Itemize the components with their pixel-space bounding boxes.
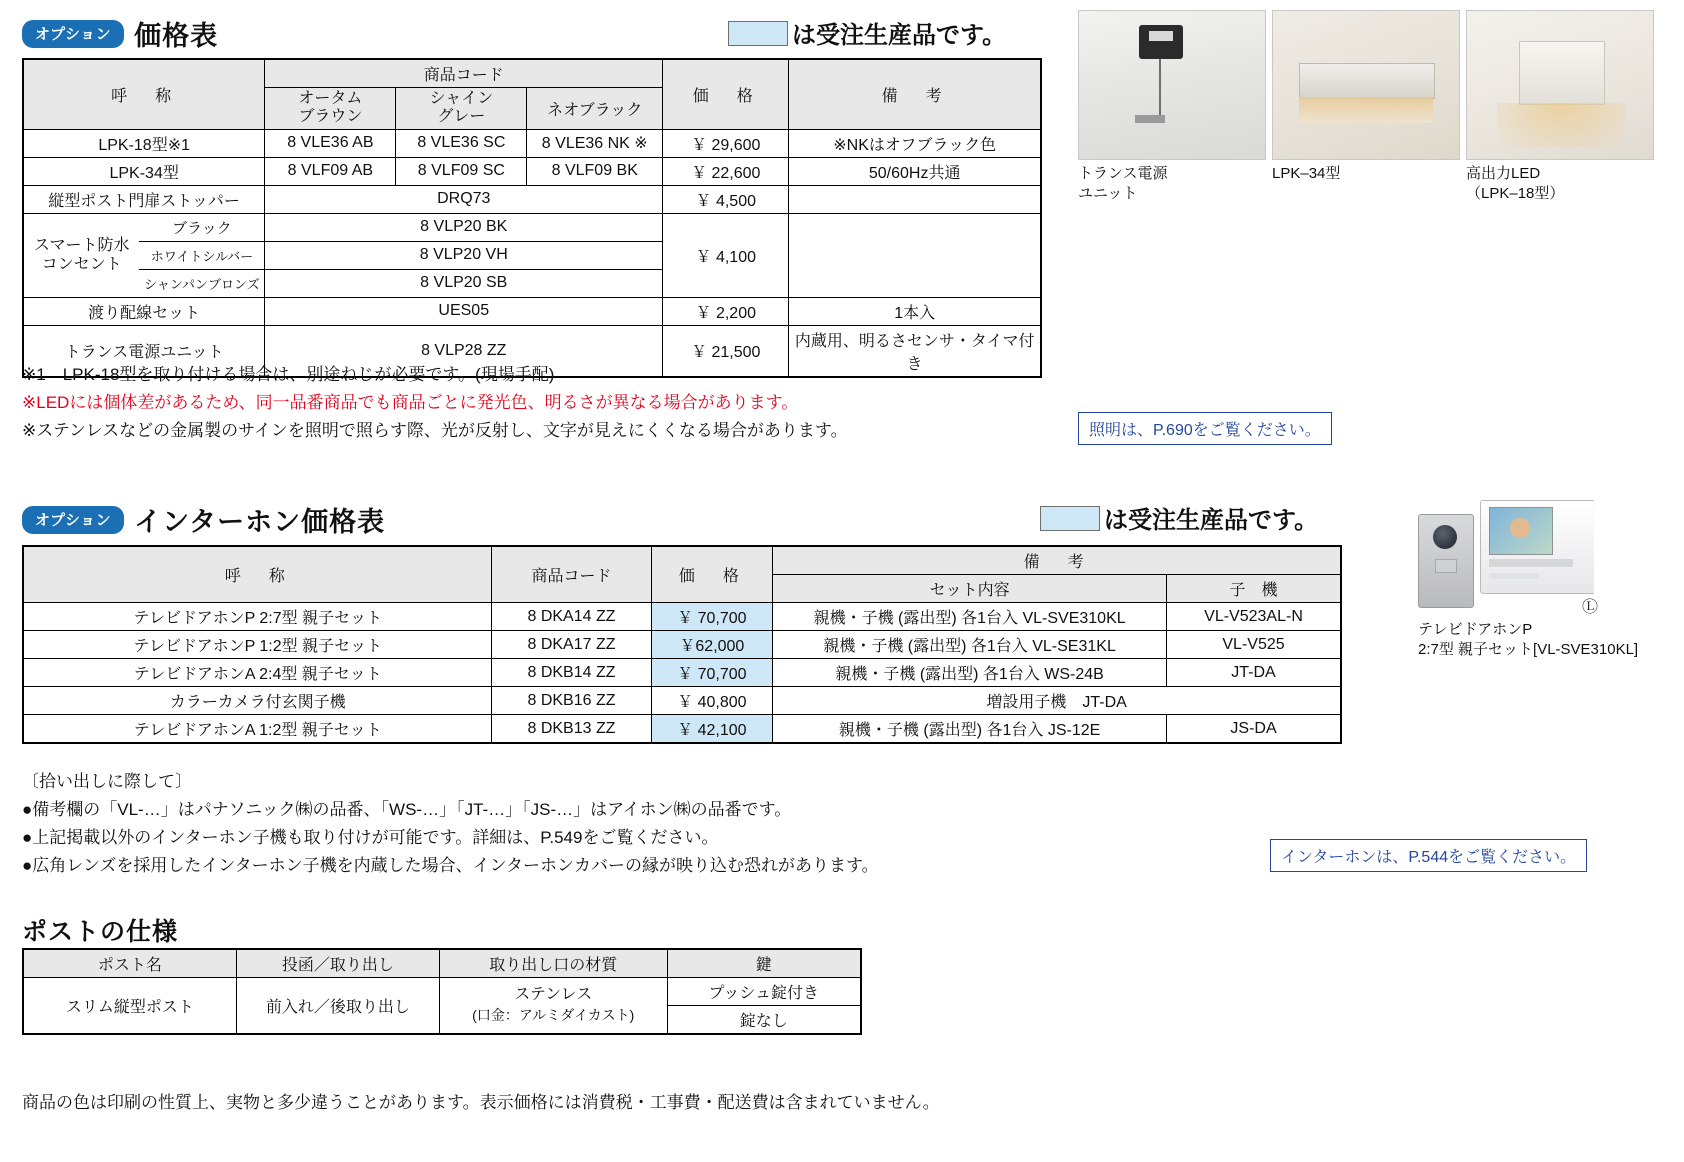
cell-intercom-set: 親機・子機 (露出型) 各1台入 VL-SVE310KL bbox=[773, 603, 1167, 631]
table-row bbox=[23, 631, 1341, 659]
table-row bbox=[23, 185, 1041, 213]
table-row bbox=[23, 978, 861, 1006]
intercom-screen-face bbox=[1510, 518, 1530, 538]
cell-code-span: 8 VLP28 ZZ bbox=[265, 325, 663, 377]
cell-remark bbox=[789, 213, 1041, 297]
photo-high-output-led bbox=[1466, 10, 1654, 160]
table-header-row bbox=[23, 949, 861, 978]
table-header-row bbox=[23, 546, 1341, 575]
caption-led-line2: （LPK–18型） bbox=[1466, 185, 1565, 203]
cell-intercom-code: 8 DKB16 ZZ bbox=[492, 687, 651, 715]
table-row bbox=[23, 659, 1341, 687]
caption-intercom bbox=[1418, 620, 1638, 661]
cell-code-span: 8 VLP20 SB bbox=[265, 269, 663, 297]
cell-name: スマート防水 コンセント bbox=[33, 237, 130, 274]
th-name: 呼 称 bbox=[23, 59, 265, 129]
cell-code-sc: 8 VLF09 SC bbox=[396, 157, 527, 185]
intercom-table-heading bbox=[22, 500, 385, 539]
made-to-order-note-2 bbox=[1040, 500, 1318, 535]
cell-price: ￥ 29,600 bbox=[663, 129, 789, 157]
cell-price: ￥ 21,500 bbox=[663, 325, 789, 377]
cell-name: LPK-18型※1 bbox=[23, 129, 265, 157]
th-post-material: 取り出し口の材質 bbox=[439, 949, 667, 978]
cell-sub-white-silver: ホワイトシルバー bbox=[139, 242, 264, 270]
footer-note: 商品の色は印刷の性質上、実物と多少違うことがあります。表示価格には消費税・工事費・配送費は含まれていません。 bbox=[22, 1093, 940, 1112]
post-spec-table bbox=[22, 948, 862, 1035]
cell-name: LPK-34型 bbox=[23, 157, 265, 185]
cell-name: 縦型ポスト門扉ストッパー bbox=[23, 185, 265, 213]
section-title-intercom: インターホン価格表 bbox=[134, 507, 386, 537]
photo-intercom bbox=[1418, 500, 1594, 612]
intercom-page-link-label: インターホンは、P.544をご覧ください。 bbox=[1270, 839, 1587, 872]
table-row bbox=[23, 687, 1341, 715]
intercom-monitor-label bbox=[1489, 573, 1539, 579]
cell-code-bk: 8 VLF09 BK bbox=[527, 157, 663, 185]
intercom-monitor-buttons bbox=[1489, 559, 1573, 567]
intercom-note-0: 〔拾い出しに際して〕 bbox=[22, 772, 192, 791]
th-neo-black: ネオブラック bbox=[527, 88, 663, 130]
table-row bbox=[23, 297, 1041, 325]
caption-transformer-line1: トランス電源 bbox=[1078, 165, 1168, 182]
th-product-code: 商品コード bbox=[265, 59, 663, 88]
cell-intercom-sub: VL-V525 bbox=[1167, 631, 1341, 659]
cell-sub-champagne: シャンパンブロンズ bbox=[144, 276, 260, 292]
intercom-monitor-screen bbox=[1489, 507, 1553, 555]
cell-intercom-code: 8 DKA14 ZZ bbox=[492, 603, 651, 631]
photo-transformer-unit bbox=[1078, 10, 1266, 160]
cell-code-ab: 8 VLE36 AB bbox=[265, 129, 396, 157]
cell-remark: 1本入 bbox=[789, 297, 1041, 325]
cell-code-span: 8 VLP20 BK bbox=[265, 213, 663, 241]
cell-intercom-name: テレビドアホンA 1:2型 親子セット bbox=[23, 715, 492, 744]
cell-name: 渡り配線セット bbox=[23, 297, 265, 325]
cell-intercom-set: 親機・子機 (露出型) 各1台入 JS-12E bbox=[773, 715, 1167, 744]
price-note-1: ※1 LPK-18型を取り付ける場合は、別途ねじが必要です。(現場手配) bbox=[22, 365, 555, 384]
lpk34-light-glow bbox=[1299, 97, 1433, 123]
cell-post-key-1: プッシュ錠付き bbox=[667, 978, 861, 1006]
cell-sub-black: ブラック bbox=[139, 214, 264, 242]
made-to-order-note-1 bbox=[728, 15, 1006, 50]
table-row bbox=[23, 129, 1041, 157]
lighting-page-link[interactable] bbox=[1078, 412, 1332, 445]
th-autumn-brown: オータム ブラウン bbox=[265, 88, 396, 130]
cell-code-span: UES05 bbox=[265, 297, 663, 325]
th-remarks: 備 考 bbox=[789, 59, 1041, 129]
made-to-order-swatch-2 bbox=[1040, 506, 1100, 531]
th-set-contents: セット内容 bbox=[773, 575, 1167, 603]
caption-transformer bbox=[1078, 164, 1168, 205]
cell-intercom-set: 増設用子機 JT-DA bbox=[773, 687, 1341, 715]
cell-code-ab: 8 VLF09 AB bbox=[265, 157, 396, 185]
cell-intercom-sub: JS-DA bbox=[1167, 715, 1341, 744]
th-sub-unit: 子 機 bbox=[1167, 575, 1341, 603]
made-to-order-text-1: は受注生産品です。 bbox=[792, 22, 1007, 49]
table-header-row bbox=[23, 59, 1041, 88]
table-row bbox=[23, 603, 1341, 631]
intercom-monitor bbox=[1480, 500, 1594, 594]
led-fixture bbox=[1519, 41, 1605, 105]
price-note-2: ※LEDには個体差があるため、同一品番商品でも商品ごとに発光色、明るさが異なる場合があります。 bbox=[22, 393, 799, 412]
option-badge: オプション bbox=[22, 20, 124, 48]
th-post-key: 鍵 bbox=[667, 949, 861, 978]
cell-code-span: DRQ73 bbox=[265, 185, 663, 213]
option-badge-2: オプション bbox=[22, 506, 124, 534]
section-title-post-spec: ポストの仕様 bbox=[22, 918, 179, 946]
price-table bbox=[22, 58, 1042, 378]
th-intercom-code: 商品コード bbox=[492, 546, 651, 603]
caption-lpk34-line1: LPK–34型 bbox=[1272, 165, 1341, 182]
intercom-price-table bbox=[22, 545, 1342, 744]
cell-remark: 50/60Hz共通 bbox=[789, 157, 1041, 185]
price-table-heading bbox=[22, 14, 218, 53]
cell-post-material-line2: (口金：アルミダイカスト) bbox=[472, 1006, 635, 1023]
cell-intercom-price: ￥ 70,700 bbox=[651, 659, 773, 687]
th-post-direction: 投函／取り出し bbox=[236, 949, 439, 978]
cell-price: ￥ 4,500 bbox=[663, 185, 789, 213]
cell-intercom-price: ￥ 42,100 bbox=[651, 715, 773, 744]
th-price: 価 格 bbox=[663, 59, 789, 129]
transformer-cable bbox=[1159, 59, 1161, 119]
price-note-3: ※ステンレスなどの金属製のサインを照明で照らす際、光が反射し、文字が見えにくくなる場合があります。 bbox=[22, 421, 848, 440]
table-row bbox=[23, 715, 1341, 744]
th-intercom-price: 価 格 bbox=[651, 546, 773, 603]
intercom-door-station bbox=[1418, 514, 1474, 608]
cell-intercom-price: ￥ 40,800 bbox=[651, 687, 773, 715]
lpk34-fixture bbox=[1299, 63, 1435, 99]
cell-code-nk: 8 VLE36 NK ※ bbox=[527, 129, 663, 157]
cell-price: ￥ 4,100 bbox=[663, 213, 789, 297]
led-light-glow bbox=[1497, 103, 1625, 147]
caption-led-line1: 高出力LED bbox=[1466, 165, 1541, 182]
cell-intercom-price: ￥ 70,700 bbox=[651, 603, 773, 631]
cell-price: ￥ 2,200 bbox=[663, 297, 789, 325]
cell-price: ￥ 22,600 bbox=[663, 157, 789, 185]
cell-post-key-2: 錠なし bbox=[667, 1006, 861, 1035]
transformer-plug bbox=[1135, 115, 1165, 123]
cell-code-span: 8 VLP20 VH bbox=[265, 241, 663, 269]
caption-intercom-line1: テレビドアホンP bbox=[1418, 621, 1533, 638]
photo-lpk34 bbox=[1272, 10, 1460, 160]
transformer-dial bbox=[1149, 31, 1173, 41]
cell-intercom-code: 8 DKB13 ZZ bbox=[492, 715, 651, 744]
cell-intercom-name: テレビドアホンP 2:7型 親子セット bbox=[23, 603, 492, 631]
cell-remark: ※NKはオフブラック色 bbox=[789, 129, 1041, 157]
cell-remark bbox=[789, 185, 1041, 213]
intercom-camera-lens-icon bbox=[1433, 525, 1457, 549]
cell-intercom-code: 8 DKB14 ZZ bbox=[492, 659, 651, 687]
made-to-order-swatch-1 bbox=[728, 21, 788, 46]
section-title-price: 価格表 bbox=[134, 21, 219, 51]
caption-led bbox=[1466, 164, 1564, 205]
cell-post-name: スリム縦型ポスト bbox=[23, 978, 236, 1035]
cell-intercom-code: 8 DKA17 ZZ bbox=[492, 631, 651, 659]
cell-post-material-line1: ステンレス bbox=[514, 985, 593, 1003]
th-intercom-remarks: 備 考 bbox=[773, 546, 1341, 575]
cell-intercom-set: 親機・子機 (露出型) 各1台入 WS-24B bbox=[773, 659, 1167, 687]
made-to-order-text-2: は受注生産品です。 bbox=[1104, 507, 1319, 534]
caption-intercom-line2: 2:7型 親子セット[VL-SVE310KL] bbox=[1418, 641, 1639, 659]
th-shine-gray: シャイン グレー bbox=[396, 88, 527, 130]
cell-intercom-name: テレビドアホンP 1:2型 親子セット bbox=[23, 631, 492, 659]
intercom-page-link[interactable] bbox=[1270, 839, 1587, 872]
cell-intercom-sub: VL-V523AL-N bbox=[1167, 603, 1341, 631]
intercom-call-button[interactable] bbox=[1435, 559, 1457, 573]
cell-name: トランス電源ユニット bbox=[23, 325, 265, 377]
table-row bbox=[23, 213, 1041, 241]
th-post-name: ポスト名 bbox=[23, 949, 236, 978]
cell-post-direction: 前入れ／後取り出し bbox=[236, 978, 439, 1035]
intercom-mark-icon: Ⓛ bbox=[1582, 599, 1599, 616]
cell-intercom-set: 親機・子機 (露出型) 各1台入 VL-SE31KL bbox=[773, 631, 1167, 659]
lighting-page-link-label: 照明は、P.690をご覧ください。 bbox=[1078, 412, 1332, 445]
cell-name-group bbox=[23, 213, 265, 297]
cell-code-sc: 8 VLE36 SC bbox=[396, 129, 527, 157]
cell-intercom-name: カラーカメラ付玄関子機 bbox=[23, 687, 492, 715]
intercom-note-3: ●広角レンズを採用したインターホン子機を内蔵した場合、インターホンカバーの縁が映り込む恐れがあります。 bbox=[22, 856, 879, 875]
th-intercom-name: 呼 称 bbox=[23, 546, 492, 603]
cell-intercom-price: ￥62,000 bbox=[651, 631, 773, 659]
caption-lpk34 bbox=[1272, 164, 1340, 184]
cell-intercom-sub: JT-DA bbox=[1167, 659, 1341, 687]
cell-remark: 内蔵用、明るさセンサ・タイマ付き bbox=[789, 325, 1041, 377]
intercom-note-2: ●上記掲載以外のインターホン子機も取り付けが可能です。詳細は、P.549をご覧ください。 bbox=[22, 828, 719, 847]
caption-transformer-line2: ユニット bbox=[1078, 185, 1138, 203]
cell-post-material bbox=[439, 978, 667, 1035]
cell-intercom-name: テレビドアホンA 2:4型 親子セット bbox=[23, 659, 492, 687]
intercom-note-1: ●備考欄の「VL-…」はパナソニック㈱の品番、「WS-…」「JT-…」「JS-…」はアイホン㈱の品番です。 bbox=[22, 800, 792, 819]
table-row bbox=[23, 157, 1041, 185]
